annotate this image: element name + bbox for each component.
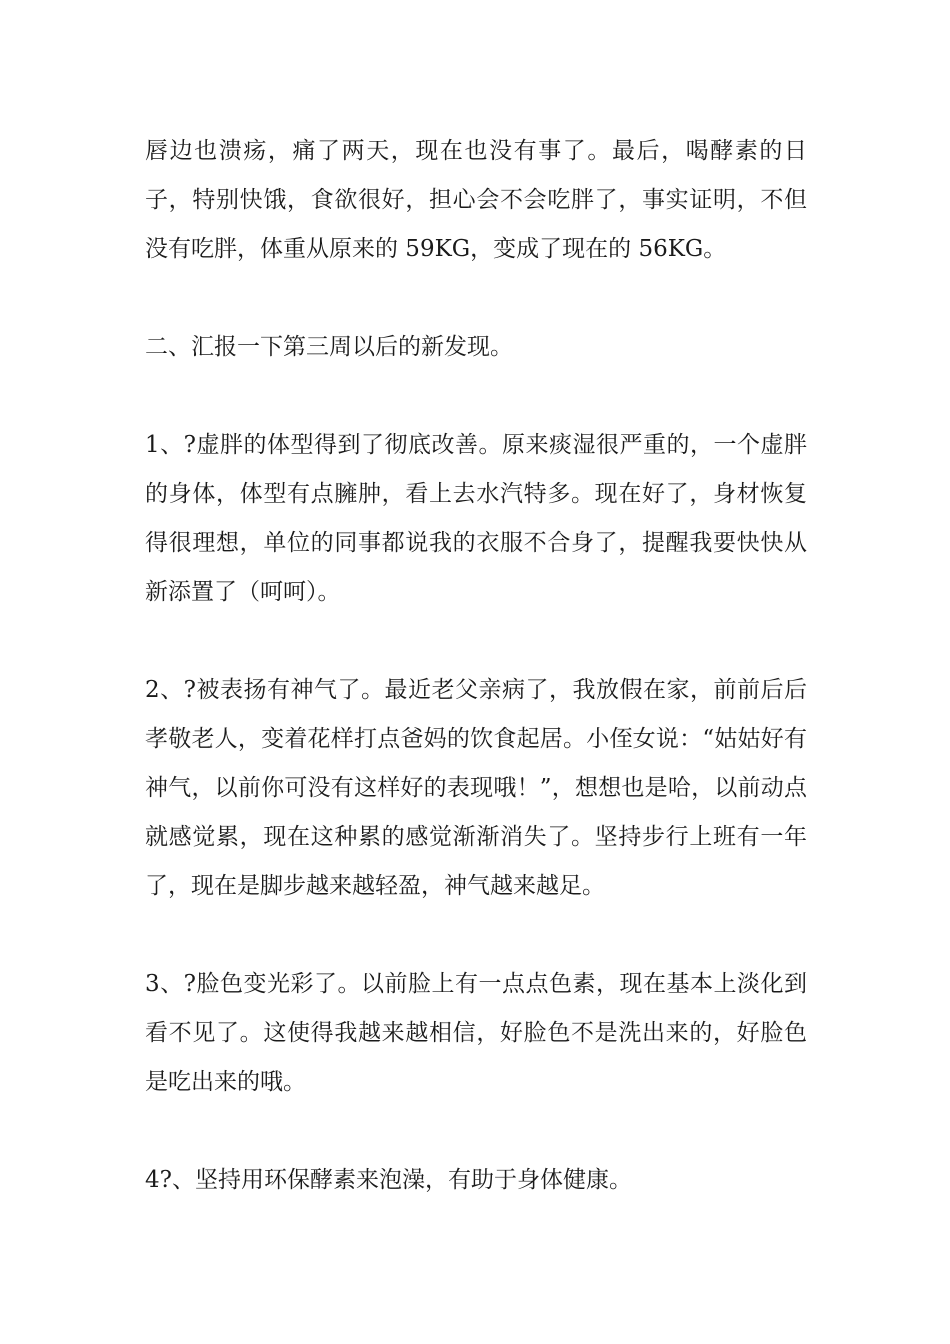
paragraph-weight-result: 唇边也溃疡，痛了两天，现在也没有事了。最后，喝酵素的日子，特别快饿，食欲很好，担心会不会吃胖了，事实证明，不但没有吃胖，体重从原来的 59KG，变成了现在的 56KG。 (145, 138, 807, 262)
document-body (145, 127, 807, 1205)
paragraph-item-4: 4?、坚持用环保酵素来泡澡，有助于身体健康。 (145, 1167, 632, 1193)
paragraph-item-2: 2、?被表扬有神气了。最近老父亲病了，我放假在家，前前后后孝敬老人，变着花样打点爸妈的饮食起居。小侄女说：“姑姑好有神气，以前你可没有这样好的表现哦！”，想想也是哈，以前动点就感觉累，现在这种累的感觉渐渐消失了。坚持步行上班有一年了，现在是脚步越来越轻盈，神气越来越足。 (145, 677, 807, 899)
section-heading-week-three: 二、汇报一下第三周以后的新发现。 (145, 334, 513, 360)
paragraph-item-3: 3、?脸色变光彩了。以前脸上有一点点色素，现在基本上淡化到看不见了。这使得我越来越相信，好脸色不是洗出来的，好脸色是吃出来的哦。 (145, 971, 807, 1095)
paragraph-item-1: 1、?虚胖的体型得到了彻底改善。原来痰湿很严重的，一个虚胖的身体，体型有点臃肿，看上去水汽特多。现在好了，身材恢复得很理想，单位的同事都说我的衣服不合身了，提醒我要快快从新添置了（呵呵）。 (145, 432, 807, 605)
